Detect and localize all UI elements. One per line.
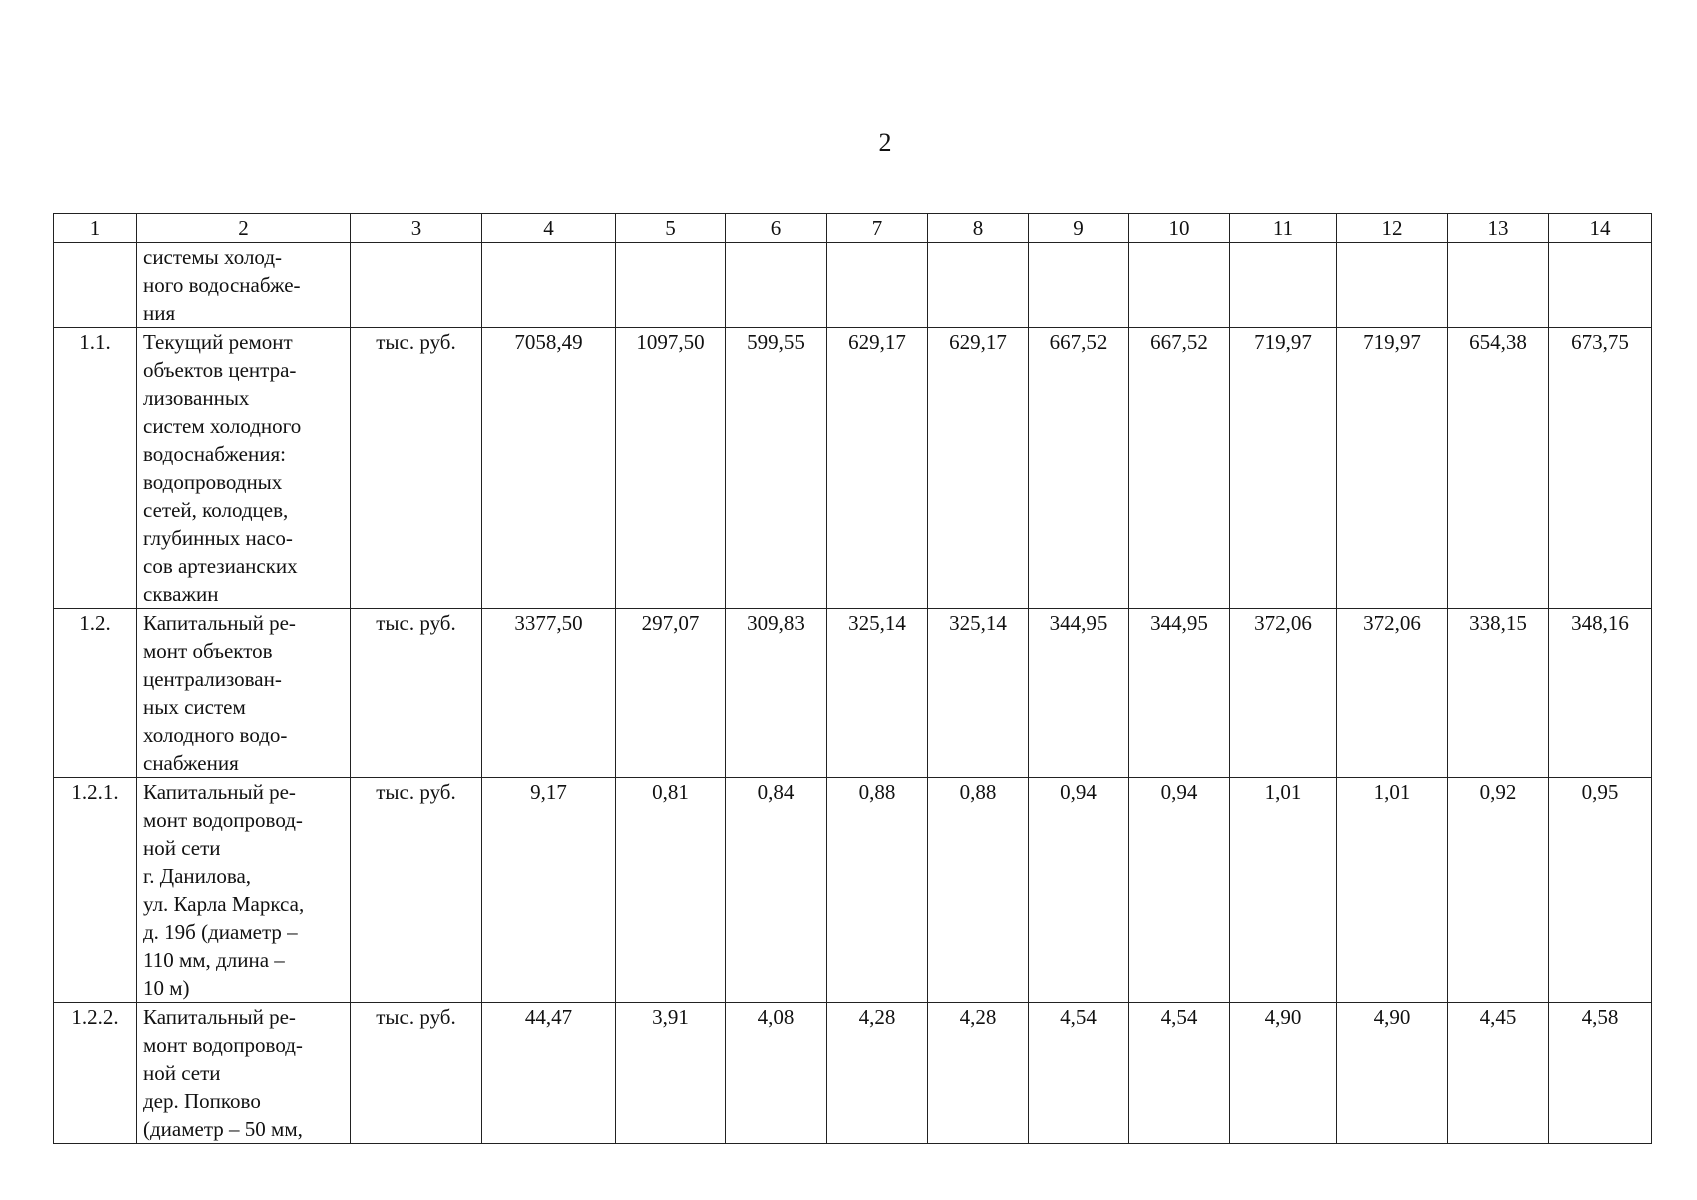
row-description <box>137 609 351 778</box>
column-number: 10 <box>1129 214 1230 243</box>
row-number: 1.2.1. <box>54 778 137 1003</box>
row-unit: тыс. руб. <box>351 1003 482 1144</box>
value-cell: 7058,49 <box>482 328 616 609</box>
value-cell <box>1549 243 1652 328</box>
column-number: 2 <box>137 214 351 243</box>
row-description <box>137 243 351 328</box>
value-cell: 719,97 <box>1337 328 1448 609</box>
value-cell: 309,83 <box>726 609 827 778</box>
description-line: монт объектов <box>143 639 273 663</box>
value-cell: 0,94 <box>1029 778 1129 1003</box>
column-number: 7 <box>827 214 928 243</box>
table-row <box>54 609 1652 778</box>
value-cell: 4,28 <box>928 1003 1029 1144</box>
description-line: ул. Карла Маркса, <box>143 892 305 916</box>
column-number: 3 <box>351 214 482 243</box>
row-description <box>137 778 351 1003</box>
description-line: сетей, колодцев, <box>143 498 289 522</box>
description-line: объектов центра- <box>143 358 297 382</box>
row-unit: тыс. руб. <box>351 328 482 609</box>
value-cell <box>1029 243 1129 328</box>
value-cell: 0,84 <box>726 778 827 1003</box>
value-cell <box>482 243 616 328</box>
value-cell: 4,58 <box>1549 1003 1652 1144</box>
value-cell <box>726 243 827 328</box>
value-cell: 1097,50 <box>616 328 726 609</box>
description-line: монт водопровод- <box>143 808 303 832</box>
description-line: ной сети <box>143 1061 221 1085</box>
column-number: 14 <box>1549 214 1652 243</box>
value-cell: 0,94 <box>1129 778 1230 1003</box>
value-cell <box>1230 243 1337 328</box>
row-number: 1.1. <box>54 328 137 609</box>
description-line: ного водоснабже- <box>143 273 301 297</box>
column-number: 1 <box>54 214 137 243</box>
description-line: Текущий ремонт <box>143 330 293 354</box>
description-line: системы холод- <box>143 245 283 269</box>
value-cell: 629,17 <box>827 328 928 609</box>
description-line: централизован- <box>143 667 282 691</box>
row-unit: тыс. руб. <box>351 778 482 1003</box>
column-number: 11 <box>1230 214 1337 243</box>
column-number: 5 <box>616 214 726 243</box>
value-cell: 719,97 <box>1230 328 1337 609</box>
row-number <box>54 243 137 328</box>
budget-table <box>53 213 1652 1144</box>
value-cell: 4,54 <box>1129 1003 1230 1144</box>
description-line: ных систем <box>143 695 246 719</box>
value-cell: 0,88 <box>928 778 1029 1003</box>
description-line: г. Данилова, <box>143 864 252 888</box>
description-line: д. 19б (диаметр – <box>143 920 298 944</box>
value-cell: 3377,50 <box>482 609 616 778</box>
value-cell: 0,81 <box>616 778 726 1003</box>
value-cell: 9,17 <box>482 778 616 1003</box>
row-description <box>137 328 351 609</box>
value-cell: 4,08 <box>726 1003 827 1144</box>
description-line: (диаметр – 50 мм, <box>143 1117 303 1141</box>
description-line: 10 м) <box>143 976 190 1000</box>
value-cell: 654,38 <box>1448 328 1549 609</box>
value-cell: 348,16 <box>1549 609 1652 778</box>
row-description <box>137 1003 351 1144</box>
value-cell: 4,90 <box>1230 1003 1337 1144</box>
description-line: водопроводных <box>143 470 283 494</box>
value-cell <box>928 243 1029 328</box>
column-number-row <box>54 214 1652 243</box>
value-cell <box>1448 243 1549 328</box>
table-body <box>54 214 1652 1144</box>
value-cell: 344,95 <box>1129 609 1230 778</box>
table-row <box>54 778 1652 1003</box>
column-number: 8 <box>928 214 1029 243</box>
value-cell <box>616 243 726 328</box>
value-cell: 0,95 <box>1549 778 1652 1003</box>
value-cell: 3,91 <box>616 1003 726 1144</box>
description-line: сов артезианских <box>143 554 298 578</box>
row-number: 1.2.2. <box>54 1003 137 1144</box>
value-cell <box>1337 243 1448 328</box>
value-cell: 0,92 <box>1448 778 1549 1003</box>
value-cell: 667,52 <box>1029 328 1129 609</box>
table-row <box>54 243 1652 328</box>
value-cell: 4,28 <box>827 1003 928 1144</box>
table-row <box>54 328 1652 609</box>
description-line: лизованных <box>143 386 250 410</box>
description-line: скважин <box>143 582 219 606</box>
description-line: систем холодного <box>143 414 302 438</box>
value-cell: 667,52 <box>1129 328 1230 609</box>
column-number: 6 <box>726 214 827 243</box>
page-number: 2 <box>878 128 892 157</box>
value-cell: 344,95 <box>1029 609 1129 778</box>
column-number: 9 <box>1029 214 1129 243</box>
value-cell: 372,06 <box>1337 609 1448 778</box>
value-cell: 372,06 <box>1230 609 1337 778</box>
value-cell: 4,45 <box>1448 1003 1549 1144</box>
value-cell: 599,55 <box>726 328 827 609</box>
description-line: глубинных насо- <box>143 526 293 550</box>
value-cell: 1,01 <box>1337 778 1448 1003</box>
value-cell: 338,15 <box>1448 609 1549 778</box>
description-line: Капитальный ре- <box>143 611 296 635</box>
value-cell: 4,90 <box>1337 1003 1448 1144</box>
value-cell: 0,88 <box>827 778 928 1003</box>
description-line: холодного водо- <box>143 723 288 747</box>
description-line: дер. Попково <box>143 1089 261 1113</box>
value-cell: 325,14 <box>928 609 1029 778</box>
value-cell <box>827 243 928 328</box>
value-cell: 1,01 <box>1230 778 1337 1003</box>
value-cell: 44,47 <box>482 1003 616 1144</box>
table-row <box>54 1003 1652 1144</box>
description-line: Капитальный ре- <box>143 780 296 804</box>
column-number: 12 <box>1337 214 1448 243</box>
description-line: ной сети <box>143 836 221 860</box>
value-cell: 325,14 <box>827 609 928 778</box>
description-line: Капитальный ре- <box>143 1005 296 1029</box>
description-line: снабжения <box>143 751 239 775</box>
value-cell <box>1129 243 1230 328</box>
row-number: 1.2. <box>54 609 137 778</box>
description-line: 110 мм, длина – <box>143 948 285 972</box>
value-cell: 297,07 <box>616 609 726 778</box>
row-unit <box>351 243 482 328</box>
description-line: монт водопровод- <box>143 1033 303 1057</box>
value-cell: 629,17 <box>928 328 1029 609</box>
column-number: 4 <box>482 214 616 243</box>
description-line: ния <box>143 301 176 325</box>
description-line: водоснабжения: <box>143 442 286 466</box>
value-cell: 4,54 <box>1029 1003 1129 1144</box>
row-unit: тыс. руб. <box>351 609 482 778</box>
value-cell: 673,75 <box>1549 328 1652 609</box>
column-number: 13 <box>1448 214 1549 243</box>
